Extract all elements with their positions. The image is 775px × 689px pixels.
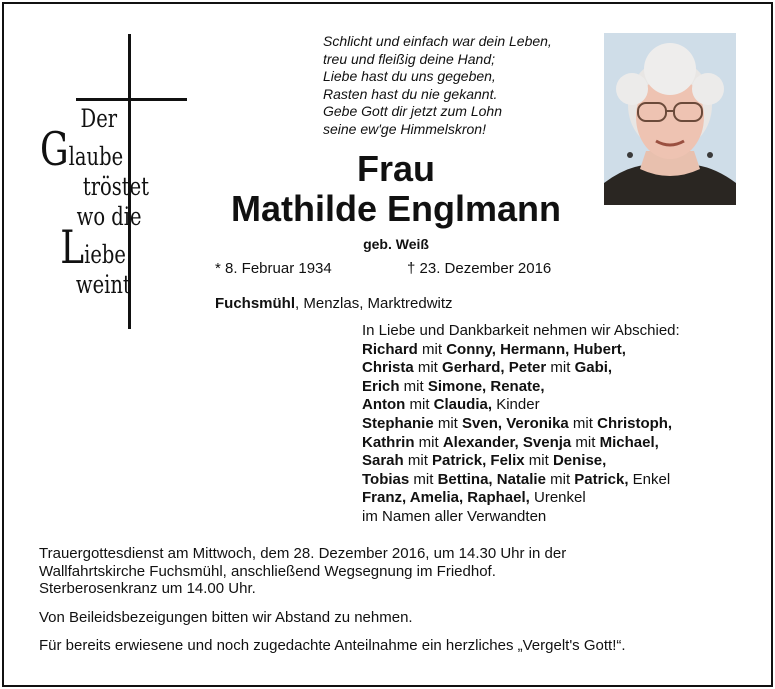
places — [215, 295, 453, 312]
poem — [323, 33, 593, 138]
motto-line: wo die — [76, 202, 142, 231]
family-member-name: Alexander, Svenja — [442, 433, 572, 451]
deceased-name: Mathilde Englmann — [230, 188, 561, 229]
family-connector: mit — [433, 414, 463, 432]
family-member-name: Christoph, — [597, 414, 673, 432]
family-member-name: Erich — [362, 377, 400, 395]
family-connector: mit — [403, 452, 433, 470]
family-line — [362, 434, 752, 453]
family-member-name: Claudia, — [433, 396, 493, 414]
family-line — [362, 489, 752, 508]
service-paragraph — [39, 545, 754, 598]
poem-line: seine ew'ge Himmelskron! — [323, 120, 486, 137]
portrait-illustration — [604, 33, 736, 205]
family-line — [362, 341, 752, 360]
thanks-note: Für bereits erwiesene und noch zugedachte Anteilnahme ein herzliches „Vergelt's Gott!“. — [39, 637, 626, 654]
service-line: Wallfahrtskirche Fuchsmühl, anschließend Wegsegnung im Friedhof. — [39, 562, 496, 580]
family-member-name: Christa — [362, 359, 414, 377]
family-member-name: Sven, Veronika — [462, 414, 569, 432]
motto-line: tröstet — [82, 172, 150, 201]
family-line — [362, 359, 752, 378]
motto-line-rest: laube — [68, 142, 124, 171]
family-connector: mit — [414, 433, 443, 451]
family-member-name: Anton — [362, 396, 406, 414]
family-member-name: Conny, Hermann, Hubert, — [446, 340, 626, 358]
family-connector: mit — [545, 470, 575, 488]
family-list — [362, 322, 752, 527]
family-member-name: Kathrin — [362, 433, 415, 451]
family-connector: mit — [417, 340, 447, 358]
place-others: , Menzlas, Marktredwitz — [295, 295, 453, 312]
motto-line-rest: iebe — [84, 240, 126, 269]
family-member-name: Tobias — [362, 470, 410, 488]
family-member-name: Denise, — [552, 452, 607, 470]
family-member-name: Richard — [362, 340, 418, 358]
cross-horizontal-bar — [76, 98, 187, 101]
family-member-name: Michael, — [599, 433, 659, 451]
family-connector: mit — [524, 452, 553, 470]
family-line — [362, 452, 752, 471]
motto-initial: L — [60, 220, 85, 274]
poem-line: Schlicht und einfach war dein Leben, — [323, 33, 552, 49]
family-connector: Enkel — [628, 470, 671, 488]
place-main: Fuchsmühl — [215, 295, 296, 312]
poem-line: Gebe Gott dir jetzt zum Lohn — [323, 103, 502, 119]
family-intro: In Liebe und Dankbarkeit nehmen wir Abschied: — [362, 322, 680, 339]
family-connector: mit — [568, 414, 598, 432]
family-connector: mit — [571, 433, 600, 451]
family-line — [362, 378, 752, 397]
family-connector: mit — [399, 377, 428, 395]
family-member-name: Franz, Amelia, Raphael, — [362, 489, 530, 507]
family-member-name: Stephanie — [362, 414, 434, 432]
service-line: Trauergottesdienst am Mittwoch, dem 28. Dezember 2016, um 14.30 Uhr in der — [39, 545, 567, 562]
birth-date: * 8. Februar 1934 — [215, 260, 332, 277]
family-lines — [362, 341, 752, 508]
motto — [40, 104, 150, 300]
motto-line: Der — [80, 104, 118, 133]
family-connector: mit — [409, 470, 438, 488]
family-line — [362, 415, 752, 434]
family-connector: Urenkel — [529, 489, 586, 507]
poem-line: Rasten hast du nie gekannt. — [323, 85, 498, 102]
birth-name: geb. Weiß — [363, 236, 429, 252]
family-line — [362, 471, 752, 490]
family-member-name: Bettina, Natalie — [437, 470, 546, 488]
family-connector: mit — [413, 359, 443, 377]
family-member-name: Patrick, — [574, 470, 629, 488]
family-line — [362, 396, 752, 415]
salutation: Frau — [356, 148, 435, 189]
poem-line: treu und fleißig deine Hand; — [323, 50, 495, 67]
family-closing: im Namen aller Verwandten — [362, 507, 547, 525]
family-member-name: Patrick, Felix — [432, 452, 525, 470]
motto-line — [40, 122, 141, 176]
motto-line — [60, 220, 141, 274]
service-info — [39, 545, 754, 666]
portrait-photo — [604, 33, 736, 205]
family-member-name: Gerhard, Peter — [442, 359, 547, 377]
family-connector: mit — [546, 359, 575, 377]
family-member-name: Sarah — [362, 452, 404, 470]
family-connector: Kinder — [492, 396, 540, 414]
family-connector: mit — [405, 396, 434, 414]
motto-line: weint — [75, 270, 131, 299]
family-member-name: Gabi, — [574, 359, 613, 377]
motto-initial: G — [40, 122, 69, 176]
death-date: † 23. Dezember 2016 — [407, 260, 552, 277]
family-member-name: Simone, Renate, — [427, 377, 545, 395]
service-line: Sterberosenkranz um 14.00 Uhr. — [39, 580, 256, 597]
condolence-note: Von Beileidsbezeigungen bitten wir Abstand zu nehmen. — [39, 608, 413, 626]
poem-line: Liebe hast du uns gegeben, — [323, 68, 496, 84]
